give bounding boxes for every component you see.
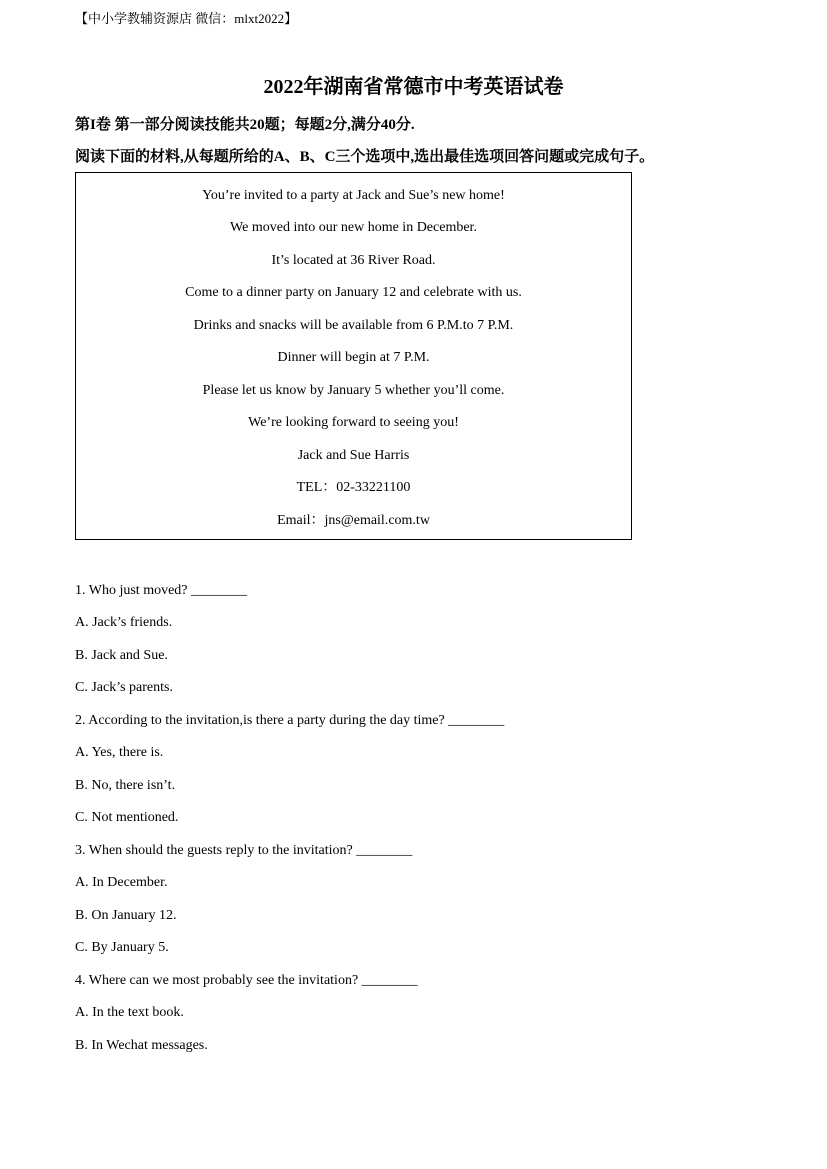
answer-option: A. Jack’s friends.	[75, 615, 173, 630]
answer-option: C. Jack’s parents.	[75, 680, 173, 695]
invitation-line: It’s located at 36 River Road.	[271, 253, 436, 268]
invitation-line: You’re invited to a party at Jack and Sue’s new home!	[202, 188, 505, 203]
invitation-line: Email：jns@email.com.tw	[277, 513, 430, 528]
invitation-line: Please let us know by January 5 whether you’ll come.	[202, 383, 505, 398]
question-stem: 1. Who just moved? ________	[75, 583, 248, 598]
invitation-line: Come to a dinner party on January 12 and celebrate with us.	[185, 285, 522, 300]
answer-option: B. On January 12.	[75, 908, 177, 923]
invitation-line: We moved into our new home in December.	[230, 220, 477, 235]
answer-option: A. Yes, there is.	[75, 745, 164, 760]
question-stem: 2. According to the invitation,is there a party during the day time? ________	[75, 713, 505, 728]
header-note: 【中小学教辅资源店 微信：mlxt2022】	[75, 11, 298, 26]
invitation-line: Dinner will begin at 7 P.M.	[277, 350, 430, 365]
answer-option: A. In December.	[75, 875, 168, 890]
answer-option: A. In the text book.	[75, 1005, 184, 1020]
answer-option: C. By January 5.	[75, 940, 169, 955]
section-heading: 第I卷 第一部分阅读技能共20题；每题2分,满分40分.	[75, 117, 415, 133]
answer-option: B. In Wechat messages.	[75, 1038, 208, 1053]
invitation-line: Drinks and snacks will be available from 6 P.M.to 7 P.M.	[193, 318, 514, 333]
answer-option: C. Not mentioned.	[75, 810, 179, 825]
invitation-line: Jack and Sue Harris	[297, 448, 410, 463]
question-stem: 4. Where can we most probably see the invitation? ________	[75, 973, 418, 988]
answer-option: B. Jack and Sue.	[75, 648, 168, 663]
page-title: 2022年湖南省常德市中考英语试卷	[263, 76, 564, 98]
question-stem: 3. When should the guests reply to the invitation? ________	[75, 843, 413, 858]
invitation-line: TEL：02-33221100	[296, 480, 411, 495]
instruction-text: 阅读下面的材料,从每题所给的A、B、C三个选项中,选出最佳选项回答问题或完成句子。	[75, 149, 655, 165]
invitation-line: We’re looking forward to seeing you!	[248, 415, 459, 430]
invitation-box	[75, 172, 632, 540]
answer-option: B. No, there isn’t.	[75, 778, 176, 793]
